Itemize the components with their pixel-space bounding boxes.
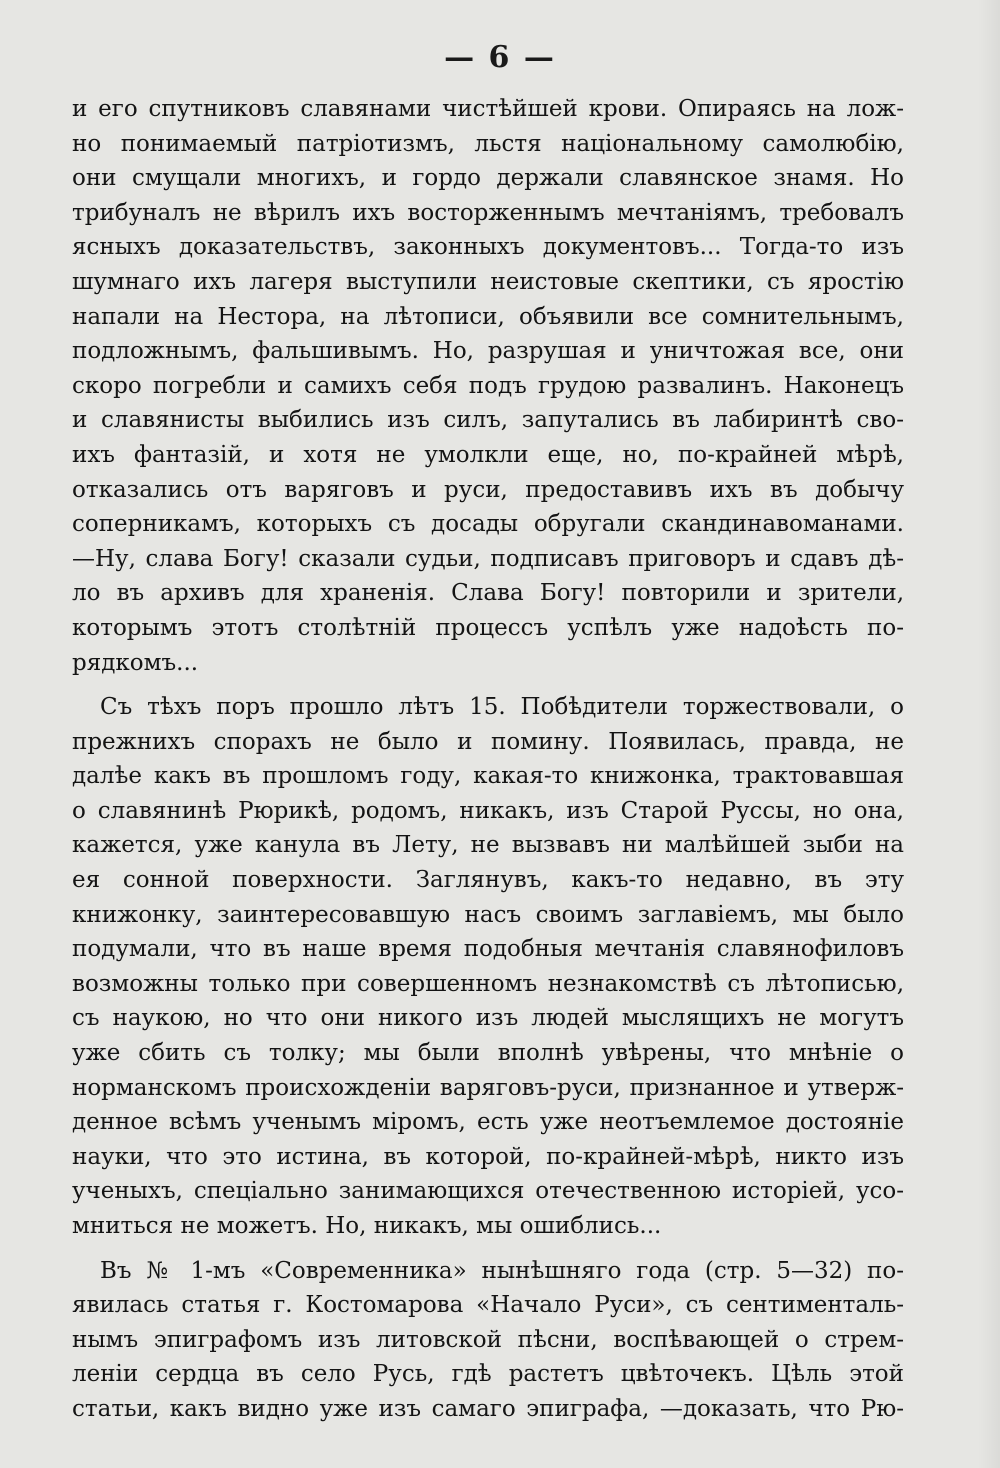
text-line: подложнымъ, фальшивымъ. Но, разрушая и уничтожая все, они bbox=[72, 338, 904, 365]
text-line: явилась статья г. Костомарова «Начало Руси», съ сентименталь- bbox=[72, 1292, 904, 1319]
text-line: отказались отъ варяговъ и руси, предоставивъ ихъ въ добычу bbox=[72, 476, 904, 503]
page-edge-shadow bbox=[978, 0, 1000, 1468]
text-line: соперникамъ, которыхъ съ досады обругали скандинавоманами. bbox=[72, 511, 904, 538]
text-line: напали на Нестора, на лѣтописи, объявили все сомнительнымъ, bbox=[72, 303, 904, 330]
text-line: рядкомъ... bbox=[72, 649, 199, 676]
text-line: возможны только при совершенномъ незнакомствѣ съ лѣтописью, bbox=[72, 970, 904, 997]
text-line: трибуналъ не вѣрилъ ихъ восторженнымъ мечтаніямъ, требовалъ bbox=[72, 199, 904, 226]
text-line: норманскомъ происхожденіи варяговъ-руси, признанное и утверж- bbox=[72, 1074, 904, 1101]
text-line: ясныхъ доказательствъ, законныхъ документовъ... Тогда-то изъ bbox=[72, 234, 904, 261]
text-line: о славянинѣ Рюрикѣ, родомъ, никакъ, изъ Старой Руссы, но она, bbox=[72, 797, 904, 824]
text-line: скоро погребли и самихъ себя подъ грудою развалинъ. Наконецъ bbox=[72, 372, 904, 399]
text-line: книжонку, заинтересовавшую насъ своимъ заглавіемъ, мы было bbox=[72, 901, 904, 928]
body-text bbox=[72, 92, 904, 1427]
text-line: ихъ фантазій, и хотя не умолкли еще, но, по-крайней мѣрѣ, bbox=[72, 441, 904, 468]
text-line: денное всѣмъ ученымъ міромъ, есть уже неотъемлемое достояніе bbox=[72, 1109, 904, 1136]
text-line: леніи сердца въ село Русь, гдѣ растетъ цвѣточекъ. Цѣль этой bbox=[72, 1361, 904, 1388]
text-line: они смущали многихъ, и гордо держали славянское знамя. Но bbox=[72, 165, 904, 192]
text-line: далѣе какъ въ прошломъ году, какая-то книжонка, трактовавшая bbox=[72, 763, 904, 790]
text-line: статьи, какъ видно уже изъ самаго эпиграфа, —доказать, что Рю- bbox=[72, 1395, 904, 1422]
text-line: съ наукою, но что они никого изъ людей мыслящихъ не могутъ bbox=[72, 1005, 904, 1032]
text-line: ло въ архивъ для храненія. Слава Богу! повторили и зрители, bbox=[72, 580, 904, 607]
text-line: шумнаго ихъ лагеря выступили неистовые скептики, съ яростію bbox=[72, 268, 904, 295]
text-line: и славянисты выбились изъ силъ, запутались въ лабиринтѣ сво- bbox=[72, 407, 904, 434]
text-line: нымъ эпиграфомъ изъ литовской пѣсни, воспѣвающей о стрем- bbox=[72, 1326, 904, 1353]
text-line: кажется, уже канула въ Лету, не вызвавъ ни малѣйшей зыби на bbox=[72, 832, 904, 859]
text-line: которымъ этотъ столѣтній процессъ успѣлъ уже надоѣсть по- bbox=[72, 614, 904, 641]
text-line: —Ну, слава Богу! сказали судьи, подписавъ приговоръ и сдавъ дѣ- bbox=[72, 545, 904, 572]
text-line: и его спутниковъ славянами чистѣйшей крови. Опираясь на лож- bbox=[72, 96, 904, 122]
text-line: уже сбить съ толку; мы были вполнѣ увѣрены, что мнѣніе о bbox=[72, 1040, 904, 1067]
text-line: ученыхъ, спеціально занимающихся отечественною исторіей, усо- bbox=[72, 1178, 904, 1205]
text-line: Въ № 1-мъ «Современника» нынѣшняго года (стр. 5—32) по- bbox=[100, 1257, 904, 1284]
text-line: Съ тѣхъ поръ прошло лѣтъ 15. Побѣдители торжествовали, о bbox=[100, 694, 904, 721]
page-number: — 6 — bbox=[444, 40, 556, 75]
text-line: науки, что это истина, въ которой, по-крайней-мѣрѣ, никто изъ bbox=[72, 1143, 904, 1170]
text-line: но понимаемый патріотизмъ, льстя національному самолюбію, bbox=[72, 130, 904, 157]
text-line: подумали, что въ наше время подобныя мечтанія славянофиловъ bbox=[72, 936, 904, 963]
text-line: ея сонной поверхности. Заглянувъ, какъ-то недавно, въ эту bbox=[72, 867, 904, 894]
text-line: прежнихъ спорахъ не было и помину. Появилась, правда, не bbox=[72, 728, 904, 755]
text-line: мниться не можетъ. Но, никакъ, мы ошиблись... bbox=[72, 1213, 662, 1239]
